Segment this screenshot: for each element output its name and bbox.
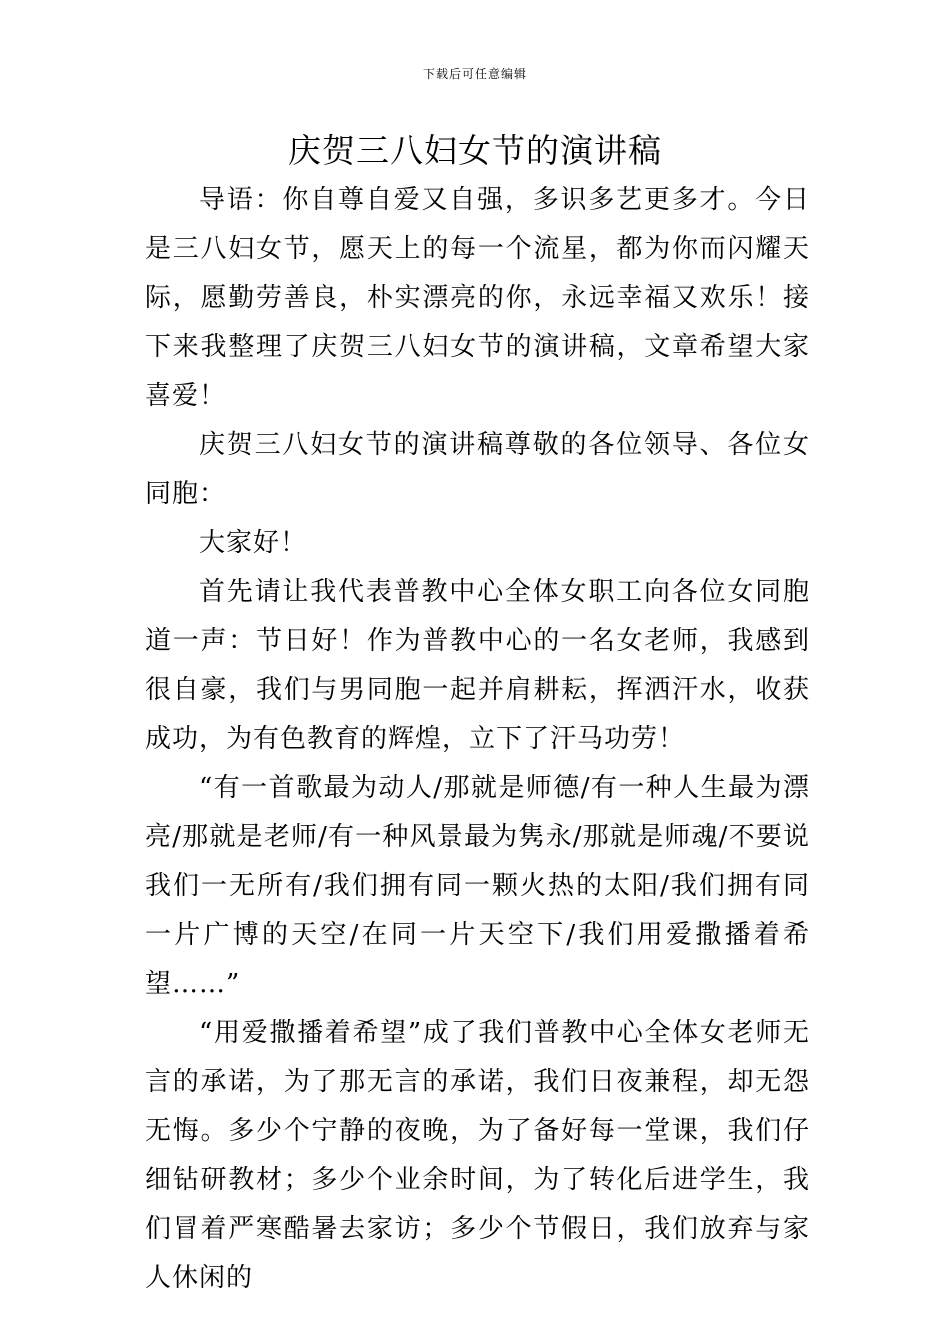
header-note: 下载后可任意编辑 — [422, 67, 527, 81]
paragraph-intro: 导语：你自尊自爱又自强，多识多艺更多才。今日是三八妇女节，愿天上的每一个流星，都为你而闪耀天际，愿勤劳善良，朴实漂亮的你，永远幸福又欢乐！接下来我整理了庆贺三八妇女节的演讲稿，文章希望大家喜爱！ — [145, 185, 810, 411]
paragraph-commitment: “用爱撒播着希望”成了我们普教中心全体女老师无言的承诺，为了那无言的承诺，我们日夜兼程，却无怨无悔。多少个宁静的夜晚，为了备好每一堂课，我们仔细钻研教材；多少个业余时间，为了转化后进学生，我们冒着严寒酷暑去家访；多少个节假日，我们放弃与家人休闲的 — [145, 1018, 810, 1293]
document-title: 庆贺三八妇女节的演讲稿 — [288, 131, 662, 170]
paragraph-poem: “有一首歌最为动人/那就是师德/有一种人生最为漂亮/那就是老师/有一种风景最为隽永/那就是师魂/不要说我们一无所有/我们拥有同一颗火热的太阳/我们拥有同一片广博的天空/在同一片天空下/我们用爱撒播着希望……” — [145, 773, 810, 999]
paragraph-opening: 首先请让我代表普教中心全体女职工向各位女同胞道一声：节日好！作为普教中心的一名女老师，我感到很自豪，我们与男同胞一起并肩耕耘，挥洒汗水，收获成功，为有色教育的辉煌，立下了汗马功劳！ — [145, 577, 810, 754]
document-body — [145, 176, 810, 1303]
paragraph-greeting: 大家好！ — [199, 528, 308, 558]
paragraph-salutation: 庆贺三八妇女节的演讲稿尊敬的各位领导、各位女同胞： — [145, 430, 810, 509]
